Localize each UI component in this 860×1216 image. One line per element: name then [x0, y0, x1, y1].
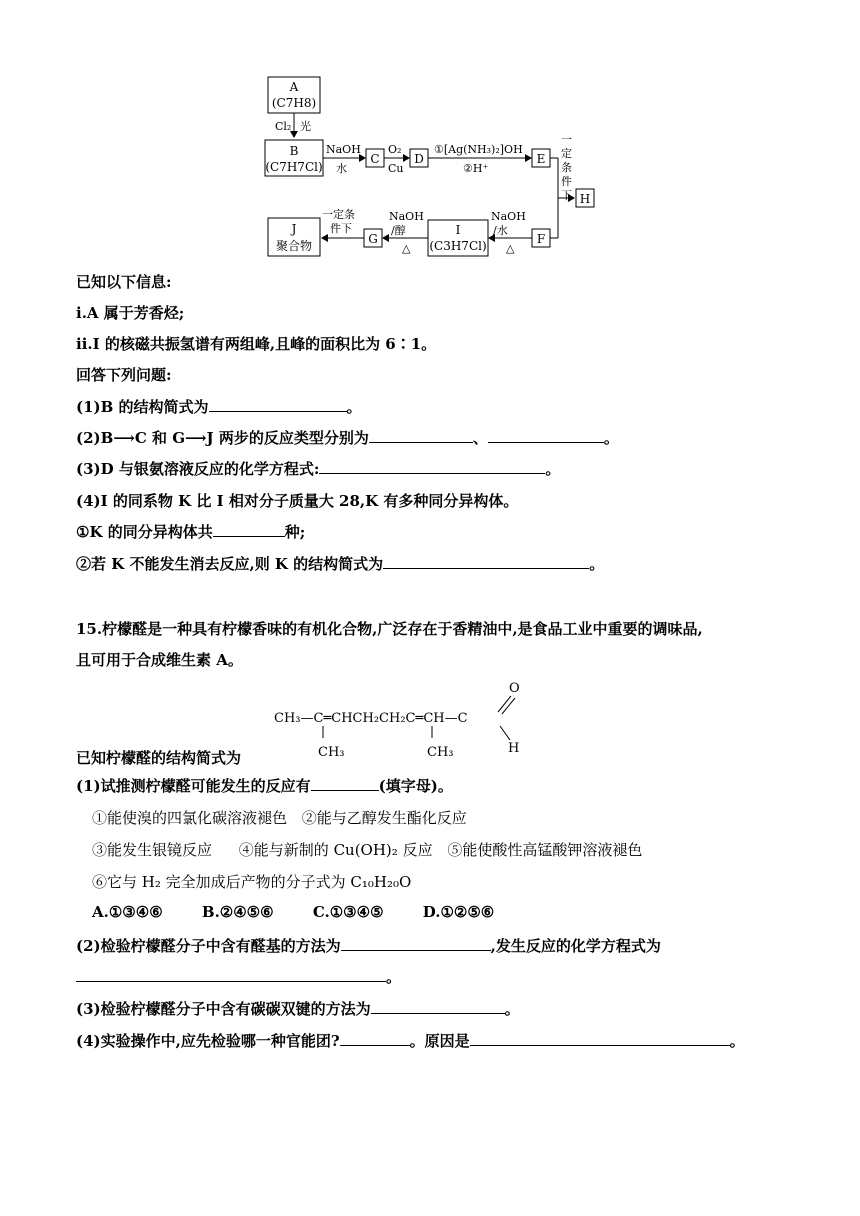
answer-blank[interactable] — [76, 967, 386, 982]
cond-DE-bot: ②H⁺ — [463, 162, 489, 175]
answer-blank[interactable] — [371, 999, 505, 1014]
node-C: C — [370, 152, 380, 166]
cond-AB2: 光 — [300, 120, 311, 133]
node-I-formula: (C3H7Cl) — [429, 239, 487, 253]
q14-2-b: C 和 G — [134, 429, 186, 447]
reaction-scheme — [0, 0, 860, 270]
node-E: E — [536, 152, 546, 166]
cond-EH-2: 定 — [561, 147, 572, 160]
option-4: ④能与新制的 Cu(OH)₂ 反应 — [238, 841, 433, 859]
arrow-icon: ⟶ — [185, 429, 207, 447]
answer-blank[interactable] — [213, 522, 285, 537]
structure-main-chain: CH₃—C═CHCH₂CH₂C═CH—C — [274, 711, 468, 726]
option-2: ②能与乙醇发生酯化反应 — [301, 809, 467, 827]
q15-1 — [76, 775, 453, 796]
q15-3 — [76, 998, 520, 1019]
q15-options-row-3 — [92, 871, 411, 892]
cond-AB: Cl₂ — [275, 120, 292, 133]
q15-2-cont — [76, 966, 401, 987]
q15-3-end: 。 — [504, 1000, 520, 1018]
cond-GJ-bot: 件下 — [330, 222, 352, 235]
cond-IG-top: NaOH — [389, 210, 424, 223]
cond-FI-bot: /水 — [493, 224, 508, 237]
choice-B[interactable]: B.②④⑤⑥ — [201, 903, 274, 921]
cond-GJ-top: 一定条 — [322, 208, 355, 221]
q14-2-c: J 两步的反应类型分别为 — [206, 429, 369, 447]
info-ii: ⅱ.I 的核磁共振氢谱有两组峰,且峰的面积比为 6∶1。 — [76, 335, 437, 353]
q15-title-1: 15.柠檬醛是一种具有柠檬香味的有机化合物,广泛存在于香精油中,是食品工业中重要的调味品, — [76, 620, 703, 638]
answer-blank[interactable] — [319, 459, 545, 474]
cond-BC-bot: 水 — [336, 162, 347, 175]
option-5: ⑤能使酸性高锰酸钾溶液褪色 — [447, 841, 643, 859]
answer-blank[interactable] — [488, 428, 604, 443]
arrow-icon: ⟶ — [113, 429, 135, 447]
structure-H: H — [508, 741, 520, 756]
q15-title-2: 且可用于合成维生素 A。 — [76, 651, 243, 669]
q15-options-row-2 — [92, 839, 642, 860]
choice-C[interactable]: C.①③④⑤ — [312, 903, 384, 921]
q15-2-mid: ,发生反应的化学方程式为 — [490, 937, 661, 955]
node-J-name: 聚合物 — [275, 239, 313, 253]
structure-ch3-2: CH₃ — [427, 745, 454, 760]
structure-ch3-1: CH₃ — [318, 745, 345, 760]
q14-4-1 — [76, 521, 305, 542]
q14-3-text: (3)D 与银氨溶液反应的化学方程式: — [76, 460, 320, 478]
q15-2 — [76, 935, 661, 956]
q14-1-end: 。 — [346, 398, 362, 416]
cond-CD-top: O₂ — [388, 143, 402, 156]
cond-FI-top: NaOH — [491, 210, 526, 223]
node-D: D — [414, 152, 424, 166]
cond-EH-4: 件 — [561, 175, 572, 188]
q15-2-end: 。 — [386, 968, 402, 986]
answer-blank[interactable] — [209, 397, 347, 412]
q15-4-mid: 。原因是 — [409, 1032, 470, 1050]
cond-IG-bot: /醇 — [391, 224, 406, 237]
q14-3 — [76, 458, 560, 479]
cond-DE-top: ①[Ag(NH₃)₂]OH — [434, 143, 523, 156]
answer-blank[interactable] — [470, 1031, 730, 1046]
q14-4-1-text: ①K 的同分异构体共 — [76, 523, 213, 541]
node-J-label: J — [291, 222, 297, 236]
option-3: ③能发生银镜反应 — [92, 841, 213, 859]
q15-2-text: (2)检验柠檬醛分子中含有醛基的方法为 — [76, 937, 341, 955]
q14-4: (4)I 的同系物 K 比 I 相对分子质量大 28,K 有多种同分异构体。 — [76, 492, 519, 510]
cond-EH-3: 条 — [561, 161, 572, 174]
answer-blank[interactable] — [340, 1031, 410, 1046]
q14-4-2 — [76, 553, 604, 574]
option-1: ①能使溴的四氯化碳溶液褪色 — [92, 809, 288, 827]
cond-FI-heat: △ — [506, 242, 515, 255]
answer-blank[interactable] — [311, 776, 379, 791]
cond-CD-bot: Cu — [388, 162, 404, 175]
q15-4-text: (4)实验操作中,应先检验哪一种官能团? — [76, 1032, 340, 1050]
option-6: ⑥它与 H₂ 完全加成后产物的分子式为 C₁₀H₂₀O — [92, 873, 412, 891]
answer-intro: 回答下列问题: — [76, 366, 172, 384]
choice-A[interactable]: A.①③④⑥ — [92, 903, 163, 921]
node-I-label: I — [455, 223, 461, 237]
q15-1-end: (填字母)。 — [378, 777, 453, 795]
info-i: ⅰ.A 属于芳香烃; — [76, 304, 185, 322]
node-F: F — [536, 232, 546, 246]
cond-BC-top: NaOH — [326, 143, 361, 156]
cond-EH-1: 一 — [561, 133, 572, 146]
q15-4 — [76, 1030, 745, 1051]
q14-2 — [76, 427, 619, 448]
node-A-formula: (C7H8) — [271, 96, 317, 110]
structure-O: O — [509, 681, 520, 696]
choice-D[interactable]: D.①②⑤⑥ — [422, 903, 495, 921]
answer-blank[interactable] — [341, 936, 491, 951]
q14-2-end: 。 — [603, 429, 619, 447]
q15-1-text: (1)试推测柠檬醛可能发生的反应有 — [76, 777, 311, 795]
q15-known: 已知柠檬醛的结构简式为 — [76, 749, 242, 767]
q14-1 — [76, 396, 362, 417]
node-B-label: B — [289, 144, 299, 158]
q15-options-row-1 — [92, 807, 467, 828]
q15-choices — [92, 903, 494, 921]
q15-3-text: (3)检验柠檬醛分子中含有碳碳双键的方法为 — [76, 1000, 371, 1018]
q14-4-2-end: 。 — [589, 555, 605, 573]
q15-4-end: 。 — [729, 1032, 745, 1050]
node-A-label: A — [289, 80, 299, 94]
cond-EH-5: 下 — [561, 189, 572, 202]
answer-blank[interactable] — [383, 554, 589, 569]
q14-1-text: (1)B 的结构简式为 — [76, 398, 209, 416]
node-B-formula: (C7H7Cl) — [265, 160, 323, 174]
node-H: H — [579, 192, 591, 206]
node-G: G — [368, 232, 378, 246]
q14-2-sep: 、 — [472, 429, 488, 447]
q14-2-a: (2)B — [76, 429, 114, 447]
q14-4-1-end: 种; — [284, 523, 306, 541]
known-info-heading: 已知以下信息: — [76, 273, 172, 291]
q14-4-2-text: ②若 K 不能发生消去反应,则 K 的结构简式为 — [76, 555, 384, 573]
answer-blank[interactable] — [369, 428, 473, 443]
cond-IG-heat: △ — [402, 242, 411, 255]
q14-3-end: 。 — [545, 460, 561, 478]
